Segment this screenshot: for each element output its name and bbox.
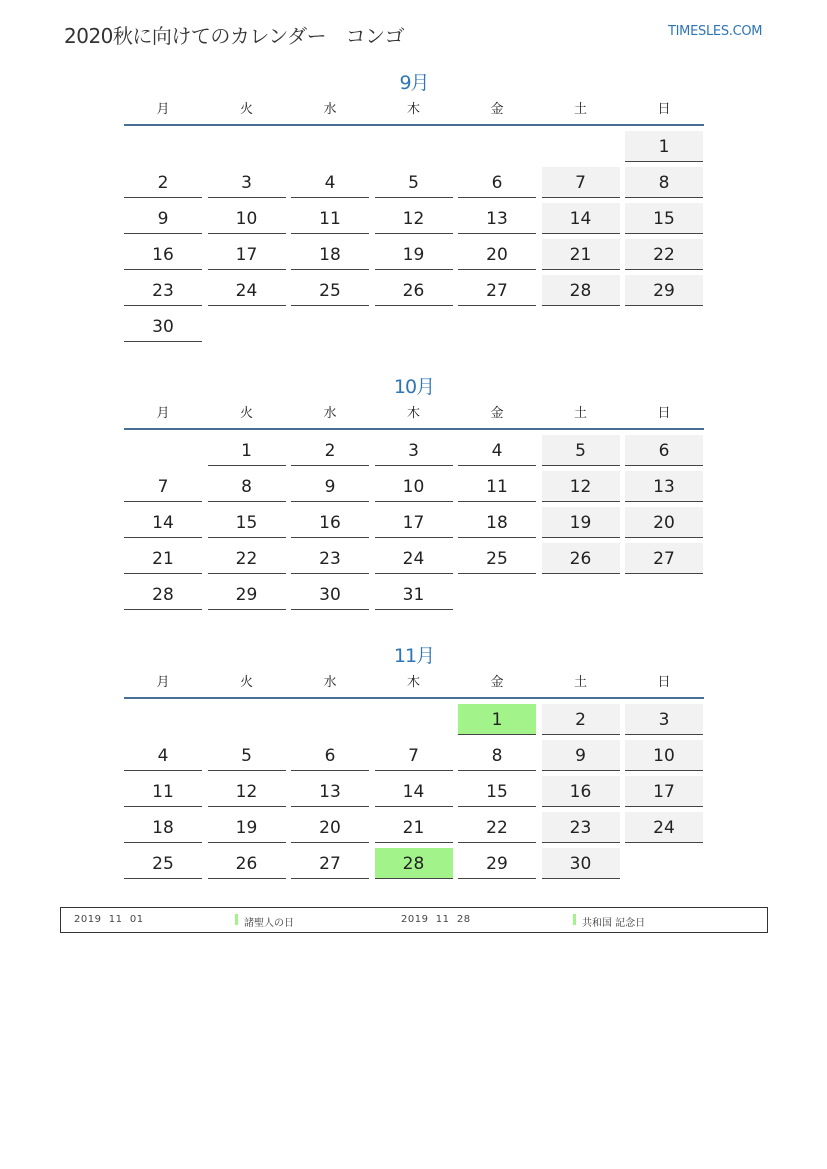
day-cell: 26 — [375, 275, 453, 306]
day-cell: 2 — [124, 167, 202, 198]
day-cell: 31 — [375, 579, 453, 610]
day-cell — [458, 579, 536, 609]
day-cell: 18 — [124, 812, 202, 843]
day-cell: 13 — [625, 471, 703, 502]
day-cell: 30 — [291, 579, 369, 610]
day-cell: 9 — [291, 471, 369, 502]
holiday-legend — [60, 907, 768, 933]
week-row — [124, 543, 704, 579]
day-cell: 27 — [625, 543, 703, 574]
weekday-label: 月 — [156, 102, 170, 117]
day-cell: 26 — [542, 543, 620, 574]
day-cell: 6 — [458, 167, 536, 198]
day-cell — [124, 131, 202, 161]
day-cell: 14 — [124, 507, 202, 538]
day-cell: 24 — [375, 543, 453, 574]
weekday-label: 日 — [657, 675, 671, 690]
day-cell — [542, 131, 620, 161]
weekday-label: 土 — [573, 102, 587, 117]
day-cell: 15 — [458, 776, 536, 807]
day-cell — [291, 704, 369, 734]
weekday-label: 月 — [156, 675, 170, 690]
month-calendar — [124, 70, 704, 347]
day-cell: 11 — [458, 471, 536, 502]
day-cell — [458, 311, 536, 341]
holiday-marker — [573, 914, 576, 925]
day-cell: 11 — [124, 776, 202, 807]
week-row — [124, 579, 704, 615]
day-cell: 3 — [625, 704, 703, 735]
day-cell — [542, 579, 620, 609]
day-cell: 8 — [458, 740, 536, 771]
day-cell: 24 — [208, 275, 286, 306]
day-cell: 22 — [625, 239, 703, 270]
day-cell: 5 — [208, 740, 286, 771]
day-cell: 5 — [542, 435, 620, 466]
day-cell: 25 — [124, 848, 202, 879]
month-title: 11月 — [393, 645, 435, 667]
holiday-name: 諸聖人の日 — [244, 918, 294, 929]
week-row — [124, 275, 704, 311]
weekday-label: 火 — [239, 406, 253, 421]
day-cell: 19 — [542, 507, 620, 538]
day-cell: 15 — [208, 507, 286, 538]
weekday-label: 日 — [657, 102, 671, 117]
day-cell: 8 — [208, 471, 286, 502]
day-grid — [124, 435, 704, 615]
day-cell: 23 — [291, 543, 369, 574]
day-cell: 4 — [124, 740, 202, 771]
holiday-date: 2019 11 28 — [401, 914, 471, 925]
week-row — [124, 435, 704, 471]
weekday-header — [124, 406, 704, 430]
day-cell — [625, 311, 703, 341]
day-cell: 22 — [208, 543, 286, 574]
day-cell: 5 — [375, 167, 453, 198]
site-logo-link[interactable]: TIMESLES.COM — [668, 24, 763, 39]
day-cell: 29 — [458, 848, 536, 879]
day-cell: 29 — [208, 579, 286, 610]
day-cell: 12 — [542, 471, 620, 502]
day-grid — [124, 704, 704, 884]
week-row — [124, 167, 704, 203]
weekday-label: 水 — [323, 675, 337, 690]
day-cell — [542, 311, 620, 341]
day-cell — [625, 848, 703, 878]
day-cell — [124, 435, 202, 465]
day-cell — [208, 311, 286, 341]
day-cell: 18 — [458, 507, 536, 538]
weekday-label: 金 — [490, 675, 504, 690]
day-cell: 13 — [291, 776, 369, 807]
day-cell: 14 — [542, 203, 620, 234]
day-cell: 25 — [291, 275, 369, 306]
day-cell — [291, 131, 369, 161]
day-cell: 2 — [291, 435, 369, 466]
month-calendar — [124, 374, 704, 615]
day-cell — [375, 704, 453, 734]
day-cell — [291, 311, 369, 341]
day-cell: 10 — [625, 740, 703, 771]
day-cell: 30 — [542, 848, 620, 879]
day-cell: 17 — [208, 239, 286, 270]
day-cell: 7 — [124, 471, 202, 502]
day-cell: 14 — [375, 776, 453, 807]
week-row — [124, 239, 704, 275]
day-cell: 16 — [124, 239, 202, 270]
day-cell: 21 — [542, 239, 620, 270]
day-cell: 20 — [625, 507, 703, 538]
day-cell: 11 — [291, 203, 369, 234]
week-row — [124, 471, 704, 507]
day-cell: 19 — [208, 812, 286, 843]
day-cell: 12 — [375, 203, 453, 234]
day-cell — [208, 704, 286, 734]
day-cell: 28 — [375, 848, 453, 879]
holiday-marker — [235, 914, 238, 925]
day-cell: 1 — [625, 131, 703, 162]
day-cell: 23 — [542, 812, 620, 843]
week-row — [124, 507, 704, 543]
day-cell: 30 — [124, 311, 202, 342]
day-cell: 6 — [291, 740, 369, 771]
weekday-label: 水 — [323, 406, 337, 421]
weekday-label: 火 — [239, 675, 253, 690]
day-cell: 28 — [542, 275, 620, 306]
day-cell: 9 — [542, 740, 620, 771]
week-row — [124, 848, 704, 884]
day-cell: 10 — [208, 203, 286, 234]
day-cell: 10 — [375, 471, 453, 502]
holiday-date: 2019 11 01 — [74, 914, 144, 925]
month-title: 9月 — [399, 72, 429, 94]
day-cell: 17 — [375, 507, 453, 538]
day-cell: 27 — [291, 848, 369, 879]
day-cell: 24 — [625, 812, 703, 843]
week-row — [124, 812, 704, 848]
weekday-label: 土 — [573, 406, 587, 421]
weekday-label: 月 — [156, 406, 170, 421]
day-cell: 21 — [375, 812, 453, 843]
day-cell: 19 — [375, 239, 453, 270]
day-cell: 4 — [458, 435, 536, 466]
weekday-label: 木 — [406, 102, 420, 117]
day-cell: 8 — [625, 167, 703, 198]
day-cell: 18 — [291, 239, 369, 270]
day-cell — [625, 579, 703, 609]
weekday-label: 土 — [573, 675, 587, 690]
week-row — [124, 311, 704, 347]
weekday-label: 金 — [490, 102, 504, 117]
day-cell — [124, 704, 202, 734]
day-cell: 4 — [291, 167, 369, 198]
day-cell: 3 — [208, 167, 286, 198]
day-cell: 16 — [542, 776, 620, 807]
month-calendar — [124, 643, 704, 884]
day-cell: 17 — [625, 776, 703, 807]
day-cell: 1 — [458, 704, 536, 735]
day-cell: 25 — [458, 543, 536, 574]
week-row — [124, 131, 704, 167]
day-cell — [375, 131, 453, 161]
weekday-label: 水 — [323, 102, 337, 117]
day-cell: 16 — [291, 507, 369, 538]
holiday-name: 共和国 記念日 — [582, 918, 646, 929]
day-cell: 9 — [124, 203, 202, 234]
day-cell: 2 — [542, 704, 620, 735]
day-cell: 26 — [208, 848, 286, 879]
weekday-label: 日 — [657, 406, 671, 421]
weekday-label: 木 — [406, 675, 420, 690]
week-row — [124, 740, 704, 776]
weekday-header — [124, 675, 704, 699]
weekday-label: 木 — [406, 406, 420, 421]
day-cell: 28 — [124, 579, 202, 610]
day-grid — [124, 131, 704, 347]
day-cell: 20 — [458, 239, 536, 270]
day-cell: 29 — [625, 275, 703, 306]
week-row — [124, 704, 704, 740]
day-cell: 6 — [625, 435, 703, 466]
day-cell: 1 — [208, 435, 286, 466]
week-row — [124, 776, 704, 812]
month-title: 10月 — [393, 376, 435, 398]
day-cell: 7 — [542, 167, 620, 198]
day-cell: 13 — [458, 203, 536, 234]
day-cell: 15 — [625, 203, 703, 234]
day-cell: 20 — [291, 812, 369, 843]
day-cell: 27 — [458, 275, 536, 306]
weekday-label: 金 — [490, 406, 504, 421]
day-cell: 23 — [124, 275, 202, 306]
day-cell: 7 — [375, 740, 453, 771]
day-cell — [208, 131, 286, 161]
week-row — [124, 203, 704, 239]
weekday-header — [124, 102, 704, 126]
day-cell: 21 — [124, 543, 202, 574]
day-cell: 3 — [375, 435, 453, 466]
weekday-label: 火 — [239, 102, 253, 117]
day-cell: 12 — [208, 776, 286, 807]
day-cell — [458, 131, 536, 161]
day-cell: 22 — [458, 812, 536, 843]
page-title: 2020秋に向けてのカレンダー コンゴ — [64, 24, 405, 48]
day-cell — [375, 311, 453, 341]
